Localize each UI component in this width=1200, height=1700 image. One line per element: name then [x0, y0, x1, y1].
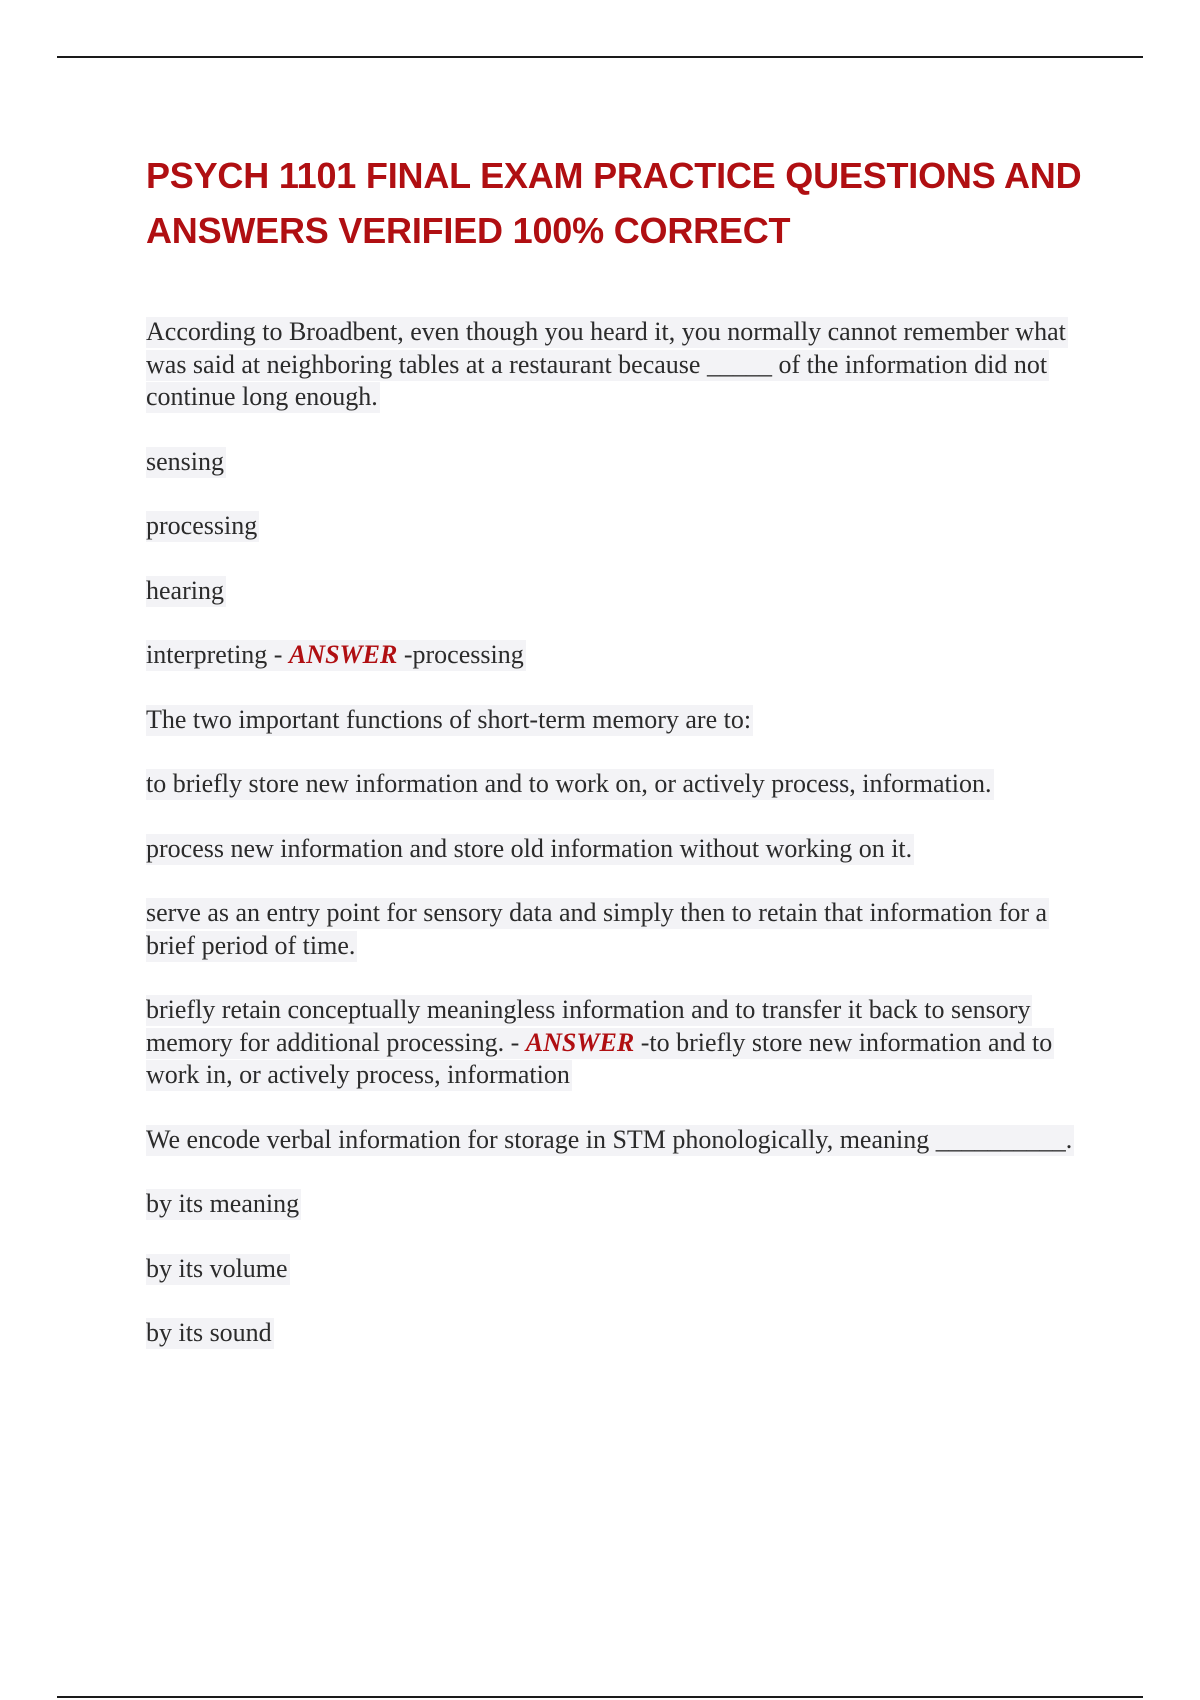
- question-2-option-1: to briefly store new information and to work on, or actively process, information.: [146, 769, 992, 798]
- answer-marker: ANSWER: [525, 1027, 635, 1057]
- question-3-option-2: by its volume: [146, 1253, 288, 1283]
- question-2-option-4: briefly retain conceptually meaningless information and to transfer it back to sensory memory for additional processing. -: [146, 995, 1031, 1057]
- question-2-answer: -to briefly store new information and to work in, or actively process, information: [146, 1027, 1053, 1089]
- question-2-option-3: serve as an entry point for sensory data and simply then to retain that information for a brief period of time.: [146, 898, 1048, 960]
- question-1-option-4: interpreting -: [146, 640, 289, 669]
- question-2: [146, 704, 1096, 737]
- question-1-option-3: hearing: [146, 575, 224, 605]
- document-body: [146, 316, 1096, 1382]
- document-title: PSYCH 1101 FINAL EXAM PRACTICE QUESTIONS AND ANSWERS VERIFIED 100% CORRECT: [146, 155, 1082, 251]
- question-1-text: According to Broadbent, even though you heard it, you normally cannot remember what was said at neighboring tables at a restaurant because _____ of the information did not continue long enough.: [146, 317, 1066, 411]
- question-3: [146, 1124, 1096, 1157]
- question-2-text: The two important functions of short-term memory are to:: [146, 704, 752, 734]
- answer-marker: ANSWER: [288, 640, 398, 669]
- question-1-answer: -processing: [397, 640, 524, 669]
- question-1-option-4-with-answer: [146, 639, 1096, 672]
- question-2-option-2: process new information and store old information without working on it.: [146, 833, 913, 863]
- question-1-option-1: sensing: [146, 446, 224, 476]
- bottom-rule: [57, 1696, 1143, 1698]
- question-3-option-1: by its meaning: [146, 1189, 300, 1218]
- question-1: [146, 316, 1096, 414]
- question-3-text: We encode verbal information for storage in STM phonologically, meaning __________.: [146, 1124, 1073, 1154]
- question-1-option-2: processing: [146, 511, 258, 540]
- question-2-option-4-with-answer: [146, 994, 1096, 1092]
- top-rule: [57, 56, 1143, 58]
- question-3-option-3: by its sound: [146, 1318, 272, 1347]
